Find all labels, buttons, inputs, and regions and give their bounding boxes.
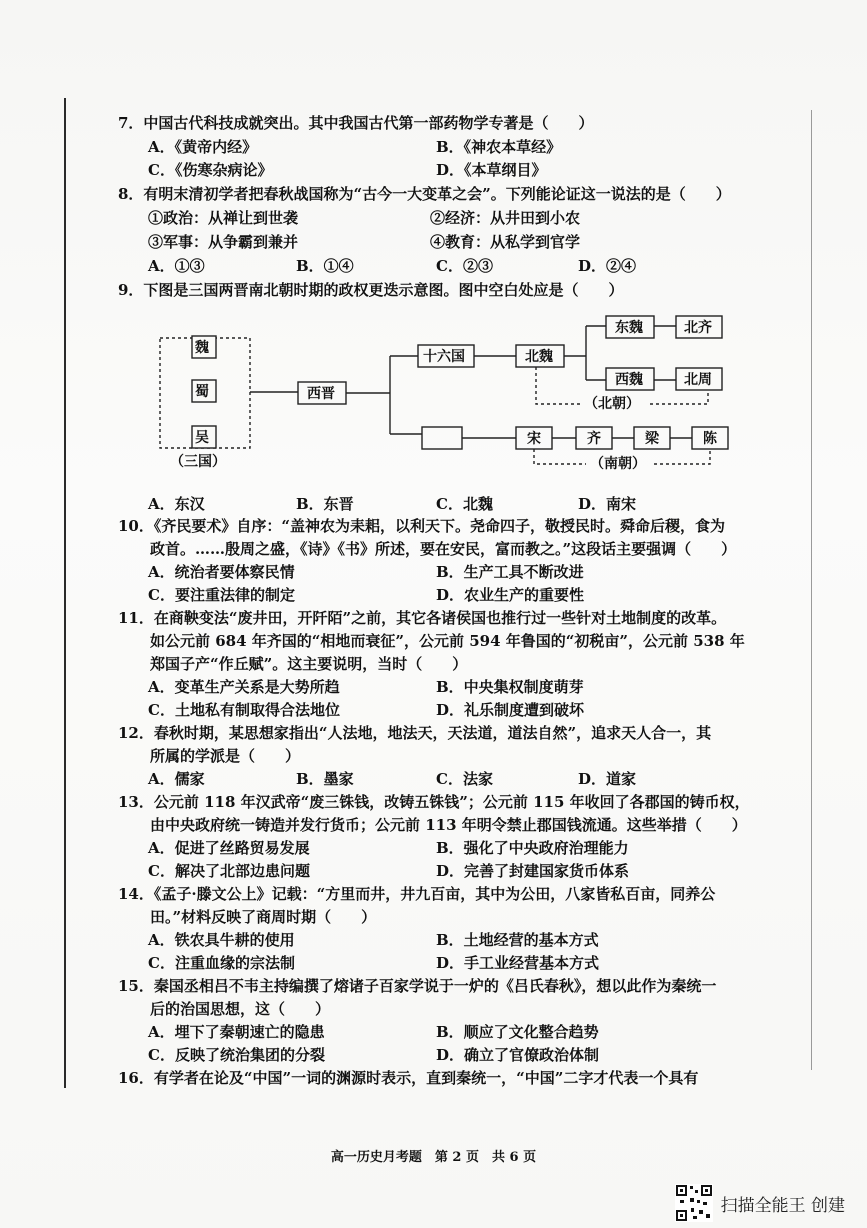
q14-option-c: C．注重血缘的宗法制 [148, 954, 295, 972]
right-margin-line [811, 110, 812, 1070]
scanner-watermark [675, 1184, 845, 1222]
q8-option-b: B．①④ [296, 257, 354, 275]
beiqi-label: 北齐 [684, 320, 712, 336]
dongwei-label: 东魏 [615, 320, 643, 336]
xijin-label: 西晋 [307, 386, 335, 402]
left-margin-line [64, 98, 66, 1088]
q15-option-a: A．埋下了秦朝速亡的隐患 [148, 1023, 325, 1041]
q9-option-c: C．北魏 [436, 495, 493, 513]
q10-option-c: C．要注重法律的制定 [148, 586, 295, 604]
q14-line-1: 14．《孟子·滕文公上》记载：“方里而井，井九百亩，其中为公田，八家皆私百亩，同养公 [118, 885, 716, 903]
q13-option-d: D．完善了封建国家货币体系 [436, 862, 630, 880]
wu-label: 吴 [195, 430, 209, 446]
beichao-label: （北朝） [584, 396, 640, 412]
q7-option-b: B．《神农本草经》 [436, 138, 562, 156]
q8-item-1: ①政治：从禅让到世袭 [148, 209, 299, 227]
q14-option-b: B．土地经营的基本方式 [436, 931, 599, 949]
qr-code-icon [675, 1184, 713, 1222]
q14-option-d: D．手工业经营基本方式 [436, 954, 600, 972]
q8-option-c: C．②③ [436, 257, 493, 275]
q13-line-2: 由中央政府统一铸造并发行货币；公元前 113 年明令禁止郡国钱流通。这些举措（ ） [150, 816, 747, 834]
xiwei-label: 西魏 [615, 372, 643, 388]
q8-item-4: ④教育：从私学到官学 [430, 233, 581, 251]
q8-item-3: ③军事：从争霸到兼并 [148, 233, 299, 251]
q12-line-1: 12．春秋时期，某思想家指出“人法地，地法天，天法道，道法自然”，追求天人合一，其 [118, 724, 712, 742]
q14-option-a: A．铁农具牛耕的使用 [148, 931, 295, 949]
q14-line-2: 田。”材料反映了商周时期（ ） [150, 908, 377, 926]
q11-line-1: 11．在商鞅变法“废井田，开阡陌”之前，其它各诸侯国也推行过一些针对土地制度的改革。 [118, 609, 727, 627]
q7-stem: 7．中国古代科技成就突出。其中我国古代第一部药物学专著是（ ） [118, 114, 594, 132]
beizhou-label: 北周 [684, 372, 712, 388]
q12-option-b: B．墨家 [296, 770, 354, 788]
shu-label: 蜀 [195, 384, 209, 400]
q13-option-a: A．促进了丝路贸易发展 [148, 839, 310, 857]
q11-line-3: 郑国子产“作丘赋”。这主要说明，当时（ ） [150, 655, 468, 673]
q11-option-d: D．礼乐制度遭到破坏 [436, 701, 585, 719]
q9-stem: 9．下图是三国两晋南北朝时期的政权更迭示意图。图中空白处应是（ ） [118, 281, 624, 299]
q15-line-1: 15．秦国丞相吕不韦主持编撰了熔诸子百家学说于一炉的《吕氏春秋》，想以此作为秦统一 [118, 977, 717, 995]
q15-option-d: D．确立了官僚政治体制 [436, 1046, 600, 1064]
q12-option-d: D．道家 [578, 770, 637, 788]
chen-label: 陈 [703, 431, 717, 447]
q10-option-d: D．农业生产的重要性 [436, 586, 585, 604]
q15-line-2: 后的治国思想，这（ ） [150, 1000, 331, 1018]
q10-line-2: 政首。……殷周之盛，《诗》《书》所述，要在安民，富而教之。”这段话主要强调（ ） [150, 540, 737, 558]
q13-option-c: C．解决了北部边患问题 [148, 862, 310, 880]
page-footer: 高一历史月考题 第 2 页 共 6 页 [330, 1150, 537, 1165]
q7-option-a: A．《黄帝内经》 [148, 138, 258, 156]
q13-line-1: 13．公元前 118 年汉武帝“废三铢钱，改铸五铢钱”；公元前 115 年收回了各郡国的铸币权， [118, 793, 750, 811]
q9-option-d: D．南宋 [578, 495, 637, 513]
q8-option-a: A．①③ [148, 257, 205, 275]
q11-option-a: A．变革生产关系是大势所趋 [148, 678, 340, 696]
q8-option-d: D．②④ [578, 257, 637, 275]
q15-option-b: B．顺应了文化整合趋势 [436, 1023, 599, 1041]
sanguo-label: （三国） [170, 454, 226, 470]
q12-option-c: C．法家 [436, 770, 493, 788]
q15-option-c: C．反映了统治集团的分裂 [148, 1046, 325, 1064]
q8-item-2: ②经济：从井田到小农 [430, 209, 581, 227]
q11-option-b: B．中央集权制度萌芽 [436, 678, 584, 696]
q9-option-b: B．东晋 [296, 495, 354, 513]
liang-label: 梁 [645, 431, 659, 447]
q10-option-a: A．统治者要体察民情 [148, 563, 295, 581]
q10-line-1: 10．《齐民要术》自序：“盖神农为耒耜，以利天下。尧命四子，敬授民时。舜命后稷，食为 [118, 517, 726, 535]
q12-line-2: 所属的学派是（ ） [150, 747, 301, 765]
wei-label: 魏 [195, 340, 209, 356]
song-label: 宋 [527, 431, 541, 447]
dynasty-succession-diagram [150, 300, 750, 480]
q16-line-1: 16．有学者在论及“中国”一词的渊源时表示，直到秦统一，“中国”二字才代表一个具有 [118, 1069, 699, 1087]
q7-option-c: C．《伤寒杂病论》 [148, 161, 273, 179]
blank-box [422, 427, 462, 449]
nanchao-label: （南朝） [590, 456, 646, 472]
q10-option-b: B．生产工具不断改进 [436, 563, 584, 581]
qi-label: 齐 [587, 431, 601, 447]
beiwei-label: 北魏 [525, 349, 553, 365]
q13-option-b: B．强化了中央政府治理能力 [436, 839, 629, 857]
q9-option-a: A．东汉 [148, 495, 205, 513]
q8-stem: 8．有明末清初学者把春秋战国称为“古今一大变革之会”。下列能论证这一说法的是（ ） [118, 185, 731, 203]
q12-option-a: A．儒家 [148, 770, 205, 788]
q7-option-d: D．《本草纲目》 [436, 161, 547, 179]
shiliuguo-label: 十六国 [423, 349, 465, 365]
q11-line-2: 如公元前 684 年齐国的“相地而衰征”，公元前 594 年鲁国的“初税亩”，公元前 538 年 [150, 632, 745, 650]
watermark-text: 扫描全能王 创建 [720, 1195, 845, 1216]
q11-option-c: C．土地私有制取得合法地位 [148, 701, 340, 719]
